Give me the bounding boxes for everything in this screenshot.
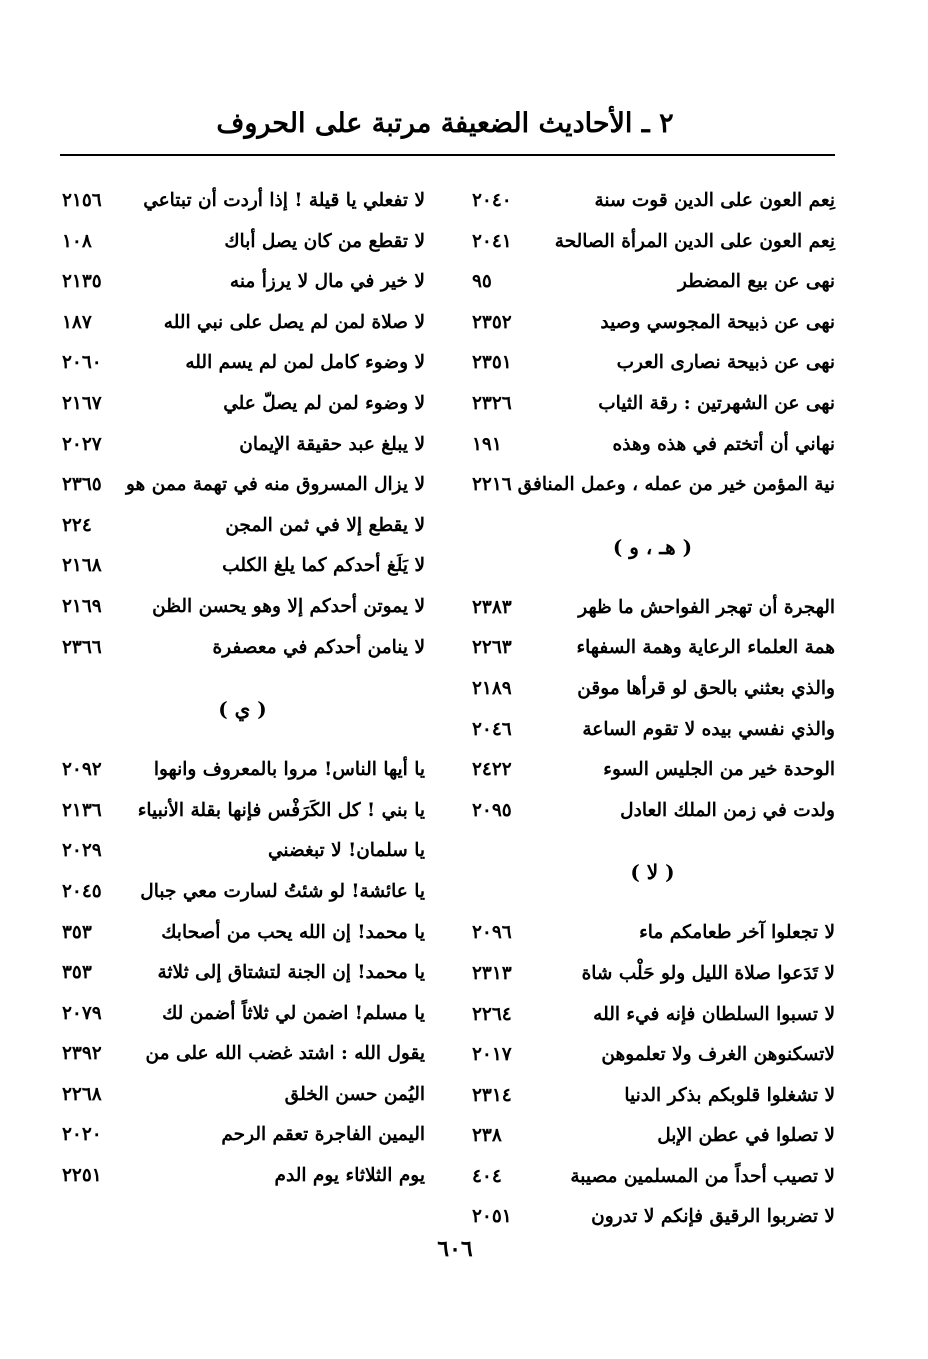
index-entry — [470, 591, 835, 632]
entry-number: ٢٠٧٩ — [62, 1002, 102, 1024]
index-entry — [470, 713, 835, 754]
right-column — [470, 184, 835, 1241]
list-group — [470, 916, 835, 1241]
entry-text: لا وضوء لمن لم يصلّ علي — [223, 392, 425, 414]
entry-text: نهى عن بيع المضطر — [677, 271, 835, 293]
entry-text: لا تسبوا السلطان فإنه فيء الله — [593, 1003, 835, 1025]
entry-text: لا تضربوا الرقيق فإنكم لا تدرون — [591, 1206, 835, 1228]
entry-text: همة العلماء الرعاية وهمة السفهاء — [576, 637, 835, 659]
entry-number: ٢١٦٨ — [62, 555, 102, 577]
entry-number: ٢٠٢٠ — [62, 1124, 102, 1146]
index-entry — [60, 265, 425, 306]
entry-text: لا يَلَغ أحدكم كما يلغ الكلب — [222, 555, 425, 577]
entry-number: ٢٠٤١ — [472, 230, 512, 252]
entry-text: لا يقطع إلا في ثمن المجن — [225, 514, 425, 536]
index-entry — [60, 997, 425, 1038]
entry-number: ٢١٦٧ — [62, 392, 102, 414]
index-entry — [470, 1079, 835, 1120]
entry-number: ٢٠٥١ — [472, 1206, 512, 1228]
index-entry — [60, 590, 425, 631]
left-column — [60, 184, 425, 1200]
entry-text: نهى عن ذبيحة نصارى العرب — [616, 352, 835, 374]
index-entry — [60, 225, 425, 266]
index-entry — [60, 834, 425, 875]
index-entry — [60, 875, 425, 916]
entry-number: ٣٥٣ — [62, 962, 92, 984]
index-entry — [60, 428, 425, 469]
entry-number: ٢٠٤٥ — [62, 880, 102, 902]
index-entry — [60, 753, 425, 794]
entry-number: ٢١٥٦ — [62, 190, 102, 211]
index-entry — [60, 346, 425, 387]
entry-number: ٢٣٨ — [472, 1125, 502, 1147]
index-entry — [470, 753, 835, 794]
index-entry — [470, 346, 835, 387]
section-heading: ( هـ ، و ) — [612, 534, 693, 559]
index-entry — [60, 509, 425, 550]
entry-text: والذي نفسي بيده لا تقوم الساعة — [582, 718, 835, 740]
entry-number: ٢٠٩٥ — [472, 799, 512, 821]
entry-number: ٢٢٦٨ — [62, 1083, 102, 1105]
entry-number: ١٩١ — [472, 433, 502, 455]
index-entry — [60, 184, 425, 225]
index-entry — [470, 1200, 835, 1241]
list-group — [60, 753, 425, 1200]
entry-text: الوحدة خير من الجليس السوء — [603, 759, 835, 781]
entry-text: لا تَدَعوا صلاة الليل ولو حَلْب شاة — [581, 962, 835, 984]
entry-number: ٢٢٦٣ — [472, 637, 512, 659]
entry-text: نِعم العون على الدين قوت سنة — [594, 190, 835, 211]
entry-number: ٢٠٩٢ — [62, 759, 102, 781]
entry-text: والذي بعثني بالحق لو قرأها موقن — [577, 677, 835, 699]
section-heading: ( لا ) — [630, 860, 675, 885]
entry-text: اليُمن حسن الخلق — [284, 1083, 425, 1105]
index-entry — [60, 1118, 425, 1159]
entry-text: لا يموتن أحدكم إلا وهو يحسن الظن — [152, 595, 425, 617]
entry-number: ١٨٧ — [62, 311, 92, 333]
index-entry — [60, 916, 425, 957]
list-group — [470, 591, 835, 835]
index-entry — [470, 631, 835, 672]
index-entry — [60, 794, 425, 835]
index-entry — [60, 956, 425, 997]
entry-number: ٢٣٩٢ — [62, 1043, 102, 1065]
entry-number: ٢٠٦٠ — [62, 352, 102, 374]
entry-text: لا يزال المسروق منه في تهمة ممن هو — [125, 474, 425, 496]
index-entry — [470, 225, 835, 266]
entry-text: لا تقطع من كان يصل أباك — [224, 230, 425, 252]
section-heading: ( ي ) — [218, 697, 267, 722]
entry-text: نية المؤمن خير من عمله ، وعمل المنافق — [517, 474, 835, 496]
entry-number: ٢٠٢٧ — [62, 433, 102, 455]
index-entry — [470, 428, 835, 469]
entry-number: ٢٠١٧ — [472, 1044, 512, 1066]
entry-text: يا بني ! كل الكَرَفْس فإنها بقلة الأنبياء — [137, 799, 425, 821]
index-entry — [470, 387, 835, 428]
entry-text: لا تفعلي يا قيلة ! إذا أردت أن تبتاعي — [143, 190, 425, 211]
entry-text: يوم الثلاثاء يوم الدم — [274, 1165, 425, 1187]
entry-text: لا وضوء كامل لمن لم يسم الله — [185, 352, 425, 374]
index-entry — [60, 1037, 425, 1078]
entry-text: لا تجعلوا آخر طعامكم ماء — [639, 922, 835, 944]
entry-number: ٢٠٤٦ — [472, 718, 512, 740]
entry-text: يقول الله : اشتد غضب الله على من — [145, 1043, 425, 1065]
index-entry — [470, 1160, 835, 1201]
index-entry — [470, 672, 835, 713]
index-entry — [60, 1159, 425, 1200]
entry-text: نهى عن الشهرتين : رقة الثياب — [598, 392, 835, 414]
entry-number: ١٠٨ — [62, 230, 92, 252]
list-group — [470, 184, 835, 509]
entry-text: لا صلاة لمن لم يصل على نبي الله — [163, 311, 425, 333]
entry-number: ٢٤٢٢ — [472, 759, 512, 781]
entry-number: ٢٢٥١ — [62, 1165, 102, 1187]
entry-text: يا محمد! إن الجنة لتشتاق إلى ثلاثة — [157, 962, 425, 984]
entry-number: ٢٢٦٤ — [472, 1003, 512, 1025]
entry-number: ٢٣٥١ — [472, 352, 512, 374]
entry-text: الهجرة أن تهجر الفواحش ما ظهر — [578, 596, 835, 618]
entry-number: ٢٣١٣ — [472, 962, 512, 984]
entry-text: يا عائشة! لو شئتُ لسارت معي جبال — [140, 880, 425, 902]
entry-text: يا سلمان! لا تبغضني — [267, 840, 425, 862]
index-entry — [470, 957, 835, 998]
entry-number: ٢٢٤ — [62, 514, 92, 536]
entry-text: نهاني أن أتختم في هذه وهذه — [612, 433, 835, 455]
index-entry — [470, 306, 835, 347]
entry-text: لا تشغلوا قلوبكم بذكر الدنيا — [624, 1084, 835, 1106]
entry-number: ٢٠٤٠ — [472, 190, 512, 211]
entry-text: لا خير في مال لا يرزأ منه — [229, 271, 425, 293]
entry-number: ٣٥٣ — [62, 921, 92, 943]
index-entry — [60, 549, 425, 590]
entry-number: ٢١٣٥ — [62, 271, 102, 293]
index-entry — [470, 916, 835, 957]
entry-number: ٢٣٦٦ — [62, 636, 102, 658]
entry-number: ٤٠٤ — [472, 1165, 502, 1187]
entry-number: ٢١٨٩ — [472, 677, 512, 699]
entry-text: لا تصيب أحداً من المسلمين مصيبة — [570, 1165, 835, 1187]
entry-text: لاتسكنوهن الغرف ولا تعلموهن — [601, 1044, 835, 1066]
index-entry — [470, 184, 835, 225]
entry-text: لا ينامن أحدكم في معصفرة — [212, 636, 425, 658]
entry-number: ٢٢١٦ — [472, 474, 512, 496]
entry-number: ٢٣٨٣ — [472, 596, 512, 618]
page-title: ٢ ـ الأحاديث الضعيفة مرتبة على الحروف — [216, 108, 674, 139]
header-divider — [60, 154, 835, 156]
entry-number: ٢٣٥٢ — [472, 311, 512, 333]
index-entry — [60, 306, 425, 347]
entry-number: ٢٠٩٦ — [472, 922, 512, 944]
page-number: ٦٠٦ — [437, 1236, 473, 1262]
index-entry — [470, 794, 835, 835]
entry-text: يا محمد! إن الله يحب من أصحابك — [161, 921, 425, 943]
entry-number: ٢٠٢٩ — [62, 840, 102, 862]
entry-text: لا يبلغ عبد حقيقة الإيمان — [239, 433, 425, 455]
entry-text: نهى عن ذبيحة المجوسي وصيد — [600, 311, 835, 333]
entry-text: لا تصلوا في عطن الإبل — [657, 1125, 835, 1147]
entry-number: ٢١٣٦ — [62, 799, 102, 821]
entry-number: ٩٥ — [472, 271, 492, 293]
entry-text: يا أيها الناس! مروا بالمعروف وانهوا — [153, 759, 425, 781]
entry-text: ولدت في زمن الملك العادل — [620, 799, 835, 821]
index-entry — [470, 468, 835, 509]
entry-text: اليمين الفاجرة تعقم الرحم — [221, 1124, 425, 1146]
index-entry — [470, 998, 835, 1039]
index-entry — [470, 265, 835, 306]
index-entry — [60, 1078, 425, 1119]
index-entry — [470, 1119, 835, 1160]
entry-text: يا مسلم! اضمن لي ثلاثاً أضمن لك — [162, 1002, 425, 1024]
index-entry — [60, 387, 425, 428]
entry-number: ٢٣١٤ — [472, 1084, 512, 1106]
entry-number: ٢١٦٩ — [62, 595, 102, 617]
index-entry — [470, 1038, 835, 1079]
index-entry — [60, 631, 425, 672]
entry-number: ٢٣٢٦ — [472, 392, 512, 414]
entry-number: ٢٣٦٥ — [62, 474, 102, 496]
entry-text: نِعم العون على الدين المرأة الصالحة — [554, 230, 835, 252]
list-group — [60, 184, 425, 671]
index-entry — [60, 468, 425, 509]
